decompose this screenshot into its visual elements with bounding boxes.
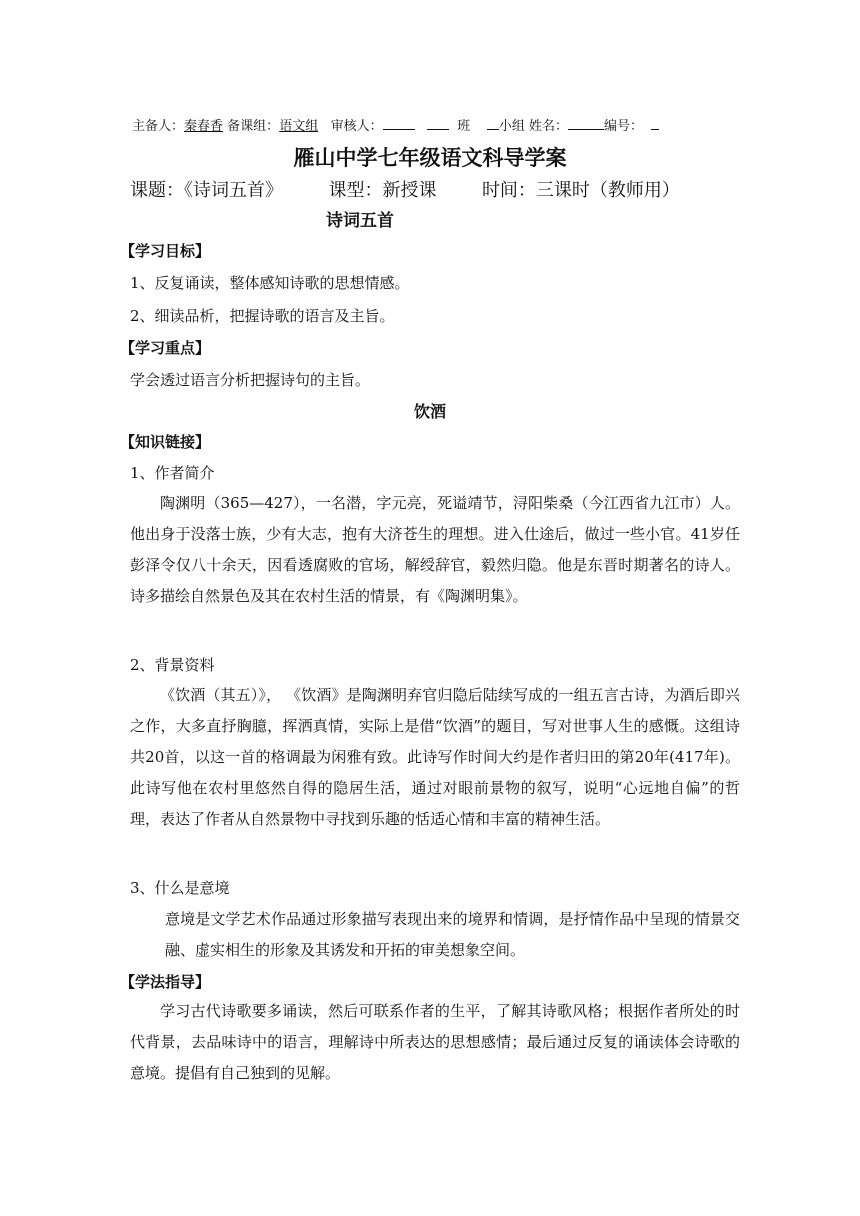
author-paragraph: 陶渊明（365—427），一名潜，字元亮，死谥靖节，浔阳柴桑（今江西省九江市）人。他出身于没落士族，少有大志，抱有大济苍生的理想。进入仕途后，做过一些小官。41岁任彭泽令仅八十余天，因看透腐败的官场，解绶辞官，毅然归隐。他是东晋时期著名的诗人。诗多描绘自然景色及其在农村生活的情景，有《陶渊明集》。 <box>130 494 740 605</box>
background-paragraph: 《饮酒（其五）》， 《饮酒》是陶渊明弃官归隐后陆续写成的一组五言古诗，为酒后即兴之作，大多直抒胸臆，挥洒真情，实际上是借“饮酒”的题目，写对世事人生的感慨。这组诗共20首，以这一首的格调最为闲雅有致。此诗写作时间大约是作者归田的第20年(417年)。此诗写他在农村里悠然自得的隐居生活，通过对眼前景物的叙写，说明“心远地自偏”的哲理，表达了作者从自然景物中寻找到乐趣的恬适心情和丰富的精神生活。 <box>130 686 740 828</box>
document-title: 雁山中学七年级语文科导学案 <box>293 146 567 170</box>
reviewer-label: 审核人： <box>330 119 383 134</box>
author-heading: 1、作者简介 <box>130 464 215 482</box>
goal-item-1: 1、反复诵读，整体感知诗歌的思想情感。 <box>130 274 410 292</box>
poems-subtitle: 诗词五首 <box>326 211 394 231</box>
group-label: 备课组： <box>227 119 280 134</box>
focus-text: 学会透过语言分析把握诗句的主旨。 <box>130 371 371 389</box>
group-name: 语文组 <box>279 119 319 134</box>
class-label: 班 <box>457 119 471 134</box>
lesson-topic: 课题：《诗词五首》 <box>130 180 283 201</box>
background-heading: 2、背景资料 <box>130 656 215 674</box>
class-blank[interactable] <box>427 116 449 130</box>
lesson-info-line <box>130 176 680 202</box>
name-label: 姓名： <box>529 119 569 134</box>
goal-item-2: 2、细读品析，把握诗歌的语言及主旨。 <box>130 307 395 325</box>
reviewer-blank[interactable] <box>383 116 415 130</box>
preparer-label: 主备人： <box>132 119 185 134</box>
name-blank[interactable] <box>568 116 604 130</box>
poem-title: 饮酒 <box>413 402 446 421</box>
method-heading: 【学法指导】 <box>120 973 211 991</box>
lesson-time: 时间：三课时（教师用） <box>481 180 680 201</box>
goals-heading: 【学习目标】 <box>120 242 211 260</box>
preparer-name: 秦春香 <box>184 119 224 134</box>
team-label: 小组 <box>498 119 525 134</box>
header-info-line <box>132 116 752 136</box>
number-blank[interactable] <box>651 116 659 130</box>
lesson-type: 课型：新授课 <box>328 180 437 201</box>
team-blank[interactable] <box>487 116 499 130</box>
knowledge-heading: 【知识链接】 <box>120 433 211 451</box>
focus-heading: 【学习重点】 <box>120 339 211 357</box>
yijing-heading: 3、什么是意境 <box>130 879 230 897</box>
yijing-paragraph: 意境是文学艺术作品通过形象描写表现出来的境界和情调，是抒情作品中呈现的情景交融、虚实相生的形象及其诱发和开拓的审美想象空间。 <box>165 910 740 959</box>
method-paragraph: 学习古代诗歌要多诵读，然后可联系作者的生平，了解其诗歌风格；根据作者所处的时代背景，去品味诗中的语言，理解诗中所表达的思想感情；最后通过反复的诵读体会诗歌的意境。提倡有自己独到的见解。 <box>130 1002 740 1082</box>
number-label: 编号： <box>604 119 644 134</box>
